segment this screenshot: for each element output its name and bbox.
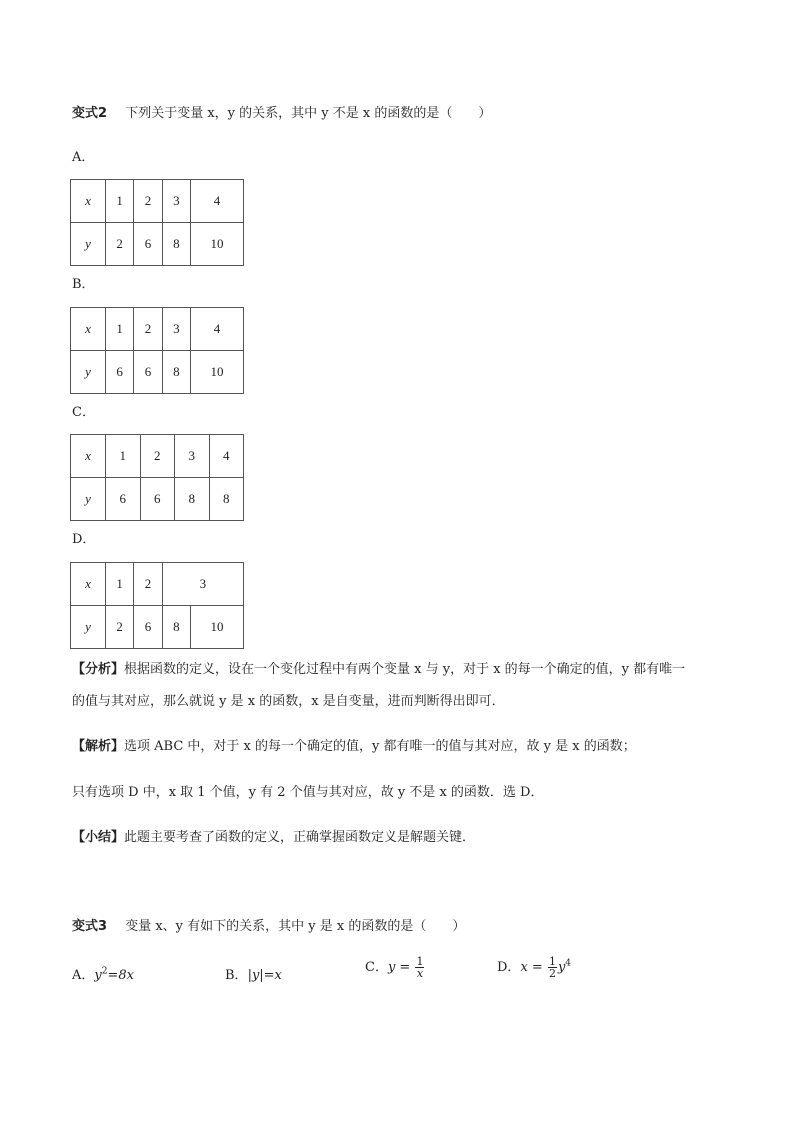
table-row [71,180,244,223]
table-cell: y [71,223,106,266]
table-cell: 2 [106,223,134,266]
q2-stem: 下列关于变量 x，y 的关系，其中 y 不是 x 的函数的是（ ） [125,106,492,121]
q2-label: 变式2 [72,106,108,121]
solution-line-2: 只有选项 D 中，x 取 1 个值，y 有 2 个值与其对应，故 y 不是 x 的函数．选 D． [72,785,544,800]
table-cell: 10 [191,351,244,394]
table-cell: 6 [106,478,141,521]
q3-option-a-rest: =8x [107,968,134,983]
table-cell: 6 [134,606,162,649]
q3-option-d-label: D． [497,960,521,975]
table-row [71,563,244,606]
table-cell: 1 [106,180,134,223]
q3-option-c-lhs: y = [387,960,411,975]
table-cell: 6 [134,351,162,394]
table-cell: 4 [191,180,244,223]
analysis-line-2: 的值与其对应，那么就说 y 是 x 的函数，x 是自变量，进而判断得出即可． [72,694,505,709]
option-c-label: C． [72,405,95,420]
table-cell: 1 [106,435,141,478]
table-cell: x [71,563,106,606]
analysis-line-1 [72,658,685,677]
summary-tag: 【小结】 [72,830,125,845]
table-row [71,308,244,351]
q3-option-c-label: C． [365,960,388,975]
q3-option-b-expr: |y|=x [247,968,282,983]
table-cell: 2 [106,606,134,649]
option-a-table [70,179,244,266]
table-cell: 2 [140,435,175,478]
summary-text: 此题主要考查了函数的定义，正确掌握函数定义是解题关键． [124,830,476,845]
table-cell: 4 [191,308,244,351]
option-d-table [70,562,244,649]
q3-option-a [72,964,134,983]
table-cell: 3 [162,563,243,606]
table-cell: y [71,351,106,394]
solution-tag: 【解析】 [72,739,125,754]
q2-header [72,102,491,121]
option-a-label: A． [72,150,95,165]
q3-label: 变式3 [72,919,108,934]
option-b-label: B． [72,277,95,292]
q3-option-d [497,956,571,979]
table-cell: 4 [209,435,244,478]
table-cell: 8 [162,223,190,266]
solution-line-1 [72,735,636,754]
fraction-numerator: 1 [416,955,424,968]
q3-option-a-expr: y [94,968,102,983]
table-cell: 2 [134,180,162,223]
table-row [71,606,244,649]
table-cell: 8 [175,478,210,521]
table-cell: x [71,435,106,478]
table-cell: 2 [134,308,162,351]
table-cell: 10 [191,223,244,266]
summary-line [72,826,475,845]
q3-option-c [365,956,425,979]
table-cell: 3 [162,180,190,223]
q3-option-c-fraction [415,956,424,979]
q3-option-a-sup: 2 [101,966,108,977]
table-cell: y [71,606,106,649]
option-d-label: D． [72,532,96,547]
table-row [71,435,244,478]
fraction-denominator: x [416,967,424,980]
analysis-text-1: 根据函数的定义，设在一个变化过程中有两个变量 x 与 y，对于 x 的每一个确定的值，y 都有唯一 [124,662,686,677]
q3-option-a-label: A． [72,968,95,983]
q3-option-d-fraction [548,956,557,979]
q3-header [72,915,465,934]
fraction-numerator: 1 [548,955,556,968]
fraction-denominator: 2 [548,967,556,980]
table-cell: x [71,308,106,351]
analysis-tag: 【分析】 [72,662,125,677]
option-c-table [70,434,244,521]
table-cell: 10 [191,606,244,649]
table-cell: 8 [209,478,244,521]
q3-stem: 变量 x、y 有如下的关系，其中 y 是 x 的函数的是（ ） [125,919,466,934]
q3-option-d-var: y [557,960,566,975]
q3-option-d-lhs: x = [520,960,543,975]
table-cell: 6 [140,478,175,521]
table-cell: 2 [134,563,162,606]
table-cell: 3 [162,308,190,351]
table-row [71,351,244,394]
table-row [71,223,244,266]
table-cell: 1 [106,308,134,351]
table-cell: 8 [162,606,190,649]
table-cell: 6 [134,223,162,266]
table-row [71,478,244,521]
table-cell: y [71,478,106,521]
table-cell: 6 [106,351,134,394]
table-cell: 1 [106,563,134,606]
solution-text-1: 选项 ABC 中，对于 x 的每一个确定的值，y 都有唯一的值与其对应，故 y 是 x 的函数； [124,739,636,754]
option-b-table [70,307,244,394]
q3-option-d-sup: 4 [565,958,572,969]
q3-option-b [225,964,282,983]
table-cell: x [71,180,106,223]
table-cell: 8 [162,351,190,394]
table-cell: 3 [175,435,210,478]
q3-option-b-label: B． [225,968,248,983]
